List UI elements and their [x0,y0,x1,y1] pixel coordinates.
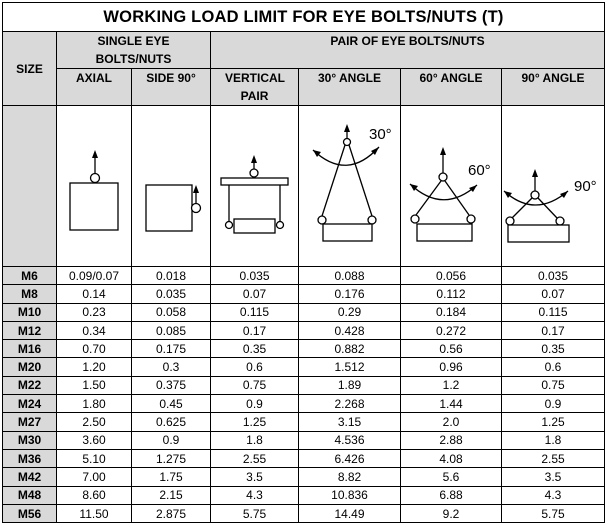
size-cell: M6 [3,267,57,285]
value-cell-side-90: 1.275 [132,449,211,467]
value-cell-angle-90: 1.8 [502,431,605,449]
table-row [3,468,605,486]
value-cell-angle-30: 8.82 [299,468,401,486]
side-90-lift-diagram [132,107,210,265]
value-cell-vertical-pair: 4.3 [211,486,299,504]
value-cell-side-90: 0.3 [132,358,211,376]
value-cell-angle-90: 1.25 [502,413,605,431]
table-row [3,340,605,358]
value-cell-side-90: 0.9 [132,431,211,449]
value-cell-angle-30: 0.882 [299,340,401,358]
value-cell-angle-60: 9.2 [401,504,502,522]
size-cell: M8 [3,285,57,303]
single-group-header: SINGLE EYE BOLTS/NUTS [57,32,211,69]
value-cell-side-90: 1.75 [132,468,211,486]
axial-lift-diagram [57,107,131,265]
table-row [3,303,605,321]
size-cell: M56 [3,504,57,522]
size-cell: M10 [3,303,57,321]
table-row [3,358,605,376]
size-cell: M48 [3,486,57,504]
value-cell-side-90: 0.625 [132,413,211,431]
size-cell: M22 [3,376,57,394]
value-cell-side-90: 0.018 [132,267,211,285]
vertical-pair-diagram-cell [211,106,299,267]
value-cell-angle-60: 0.272 [401,321,502,339]
value-cell-axial: 8.60 [57,486,132,504]
value-cell-angle-60: 1.44 [401,395,502,413]
value-cell-angle-60: 2.0 [401,413,502,431]
angle-30-diagram-cell [299,106,401,267]
value-cell-angle-60: 2.88 [401,431,502,449]
col-header-side-90: SIDE 90° [132,69,211,106]
value-cell-angle-60: 0.056 [401,267,502,285]
angle-90-label: 90° [574,178,597,195]
angle-90-diagram-cell [502,106,605,267]
size-cell: M24 [3,395,57,413]
size-cell: M30 [3,431,57,449]
value-cell-angle-90: 0.17 [502,321,605,339]
diagram-size-cell [3,106,57,267]
angle-30-label: 30° [369,126,392,143]
size-cell: M42 [3,468,57,486]
size-cell: M16 [3,340,57,358]
col-header-axial: AXIAL [57,69,132,106]
value-cell-angle-30: 10.836 [299,486,401,504]
col-header-vertical-pair: VERTICAL PAIR [211,69,299,106]
table-row [3,321,605,339]
table-row [3,267,605,285]
value-cell-axial: 1.80 [57,395,132,413]
value-cell-angle-90: 0.9 [502,395,605,413]
value-cell-angle-30: 0.088 [299,267,401,285]
table-row [3,395,605,413]
table-row [3,285,605,303]
col-header-60-angle: 60° ANGLE [401,69,502,106]
value-cell-vertical-pair: 2.55 [211,449,299,467]
table-title: WORKING LOAD LIMIT FOR EYE BOLTS/NUTS (T) [3,3,605,32]
side-90-diagram-cell [132,106,211,267]
value-cell-axial: 2.50 [57,413,132,431]
value-cell-side-90: 0.375 [132,376,211,394]
angle-30-lift-diagram [299,107,400,265]
value-cell-vertical-pair: 0.17 [211,321,299,339]
value-cell-angle-60: 1.2 [401,376,502,394]
value-cell-side-90: 0.45 [132,395,211,413]
value-cell-side-90: 0.035 [132,285,211,303]
value-cell-angle-30: 0.176 [299,285,401,303]
value-cell-vertical-pair: 0.115 [211,303,299,321]
value-cell-angle-30: 14.49 [299,504,401,522]
value-cell-side-90: 0.175 [132,340,211,358]
value-cell-angle-90: 0.6 [502,358,605,376]
value-cell-angle-60: 0.96 [401,358,502,376]
angle-90-lift-diagram [502,107,604,265]
col-header-30-angle: 30° ANGLE [299,69,401,106]
value-cell-angle-90: 5.75 [502,504,605,522]
value-cell-angle-90: 3.5 [502,468,605,486]
value-cell-axial: 0.34 [57,321,132,339]
value-cell-vertical-pair: 3.5 [211,468,299,486]
table-row [3,449,605,467]
wll-table [2,2,605,523]
axial-diagram-cell [57,106,132,267]
value-cell-vertical-pair: 1.8 [211,431,299,449]
value-cell-axial: 1.20 [57,358,132,376]
value-cell-axial: 0.14 [57,285,132,303]
table-row [3,413,605,431]
value-cell-angle-30: 2.268 [299,395,401,413]
value-cell-axial: 0.23 [57,303,132,321]
value-cell-angle-30: 3.15 [299,413,401,431]
value-cell-vertical-pair: 1.25 [211,413,299,431]
pair-group-header: PAIR OF EYE BOLTS/NUTS [211,32,605,69]
value-cell-side-90: 0.058 [132,303,211,321]
data-body [3,267,605,523]
table-row [3,376,605,394]
size-header: SIZE [3,32,57,106]
value-cell-side-90: 0.085 [132,321,211,339]
value-cell-axial: 5.10 [57,449,132,467]
size-cell: M36 [3,449,57,467]
value-cell-axial: 7.00 [57,468,132,486]
value-cell-vertical-pair: 0.07 [211,285,299,303]
value-cell-angle-90: 0.035 [502,267,605,285]
table-row [3,486,605,504]
col-header-90-angle: 90° ANGLE [502,69,605,106]
value-cell-angle-90: 4.3 [502,486,605,504]
value-cell-angle-90: 0.75 [502,376,605,394]
value-cell-angle-30: 0.29 [299,303,401,321]
value-cell-angle-90: 0.07 [502,285,605,303]
value-cell-angle-60: 0.56 [401,340,502,358]
value-cell-angle-90: 2.55 [502,449,605,467]
value-cell-vertical-pair: 0.75 [211,376,299,394]
angle-60-diagram-cell [401,106,502,267]
angle-60-label: 60° [468,162,491,179]
value-cell-axial: 11.50 [57,504,132,522]
size-cell: M12 [3,321,57,339]
value-cell-angle-30: 1.512 [299,358,401,376]
value-cell-angle-30: 1.89 [299,376,401,394]
value-cell-vertical-pair: 0.35 [211,340,299,358]
angle-60-lift-diagram [401,107,501,265]
value-cell-side-90: 2.875 [132,504,211,522]
value-cell-axial: 0.70 [57,340,132,358]
value-cell-vertical-pair: 0.6 [211,358,299,376]
value-cell-angle-90: 0.115 [502,303,605,321]
value-cell-vertical-pair: 0.035 [211,267,299,285]
table-row [3,431,605,449]
value-cell-vertical-pair: 0.9 [211,395,299,413]
value-cell-axial: 1.50 [57,376,132,394]
value-cell-angle-60: 4.08 [401,449,502,467]
size-cell: M27 [3,413,57,431]
value-cell-angle-60: 5.6 [401,468,502,486]
size-cell: M20 [3,358,57,376]
value-cell-angle-60: 6.88 [401,486,502,504]
value-cell-vertical-pair: 5.75 [211,504,299,522]
value-cell-axial: 3.60 [57,431,132,449]
value-cell-side-90: 2.15 [132,486,211,504]
vertical-pair-lift-diagram [211,107,298,265]
value-cell-angle-30: 0.428 [299,321,401,339]
table-row [3,504,605,522]
value-cell-axial: 0.09/0.07 [57,267,132,285]
value-cell-angle-90: 0.35 [502,340,605,358]
value-cell-angle-30: 6.426 [299,449,401,467]
value-cell-angle-30: 4.536 [299,431,401,449]
value-cell-angle-60: 0.112 [401,285,502,303]
value-cell-angle-60: 0.184 [401,303,502,321]
